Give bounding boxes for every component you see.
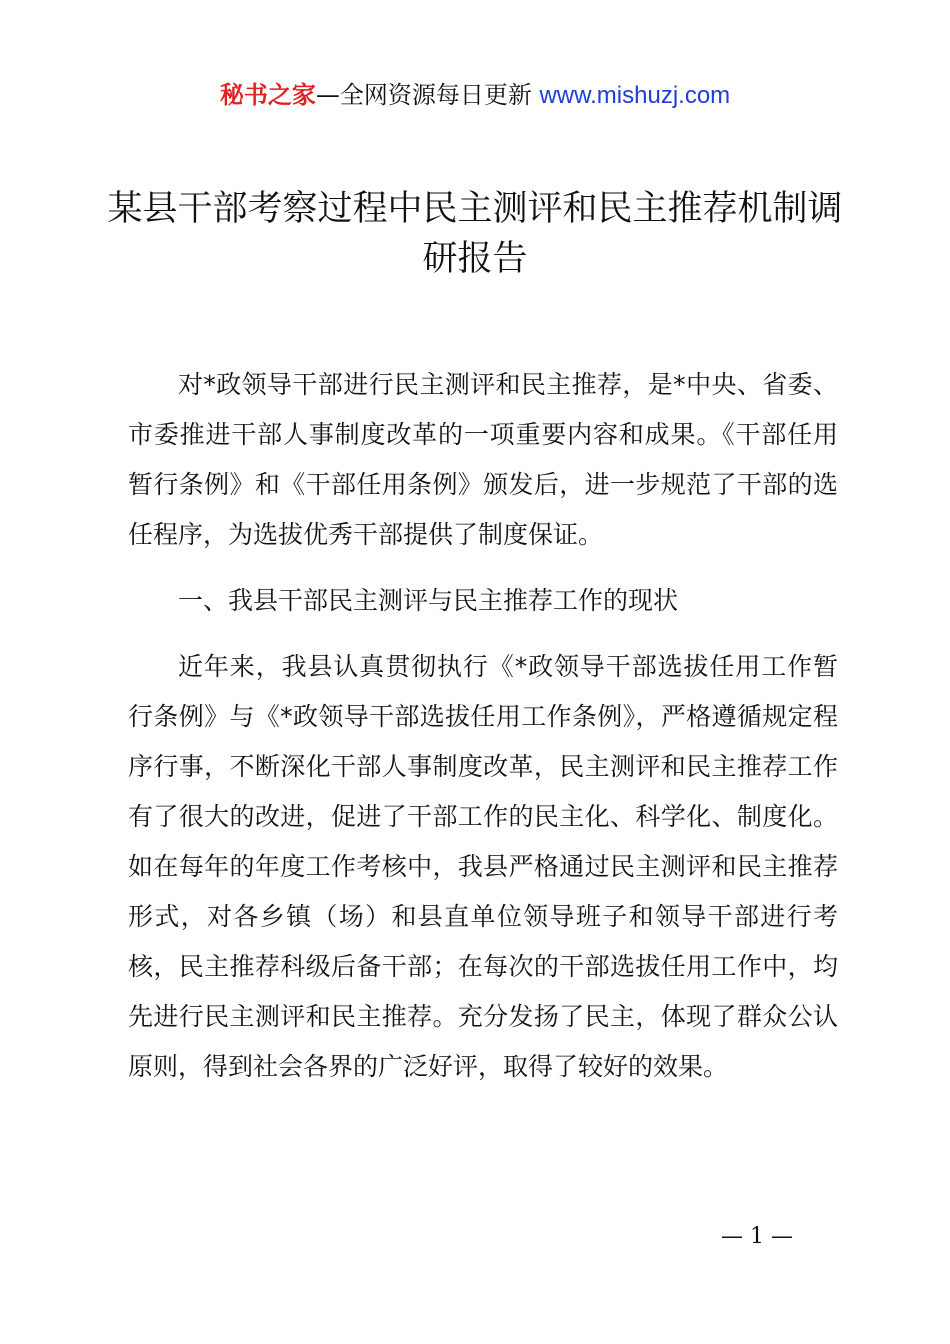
paragraph-status: 近年来，我县认真贯彻执行《*政领导干部选拔任用工作暂行条例》与《*政领导干部选拔任用工作条例》，严格遵循规定程序行事，不断深化干部人事制度改革，民主测评和民主推荐工作有了很大的改进，促进了干部工作的民主化、科学化、制度化。如在每年的年度工作考核中，我县严格通过民主测评和民主推荐形式，对各乡镇（场）和县直单位领导班子和领导干部进行考核，民主推荐科级后备干部；在每次的干部选拔任用工作中，均先进行民主测评和民主推荐。充分发扬了民主，体现了群众公认原则，得到社会各界的广泛好评，取得了较好的效果。 xyxy=(128,652,838,1081)
document-body xyxy=(128,360,838,1108)
brand-name: 秘书之家 xyxy=(219,81,316,109)
page-number: — 1 — xyxy=(721,1224,793,1249)
section-heading: 一、我县干部民主测评与民主推荐工作的现状 xyxy=(178,586,679,615)
document-title: 某县干部考察过程中民主测评和民主推荐机制调研报告 xyxy=(107,189,843,279)
paragraph-intro: 对*政领导干部进行民主测评和民主推荐，是*中央、省委、市委推进干部人事制度改革的一项重要内容和成果。《干部任用暂行条例》和《干部任用条例》颁发后，进一步规范了干部的选任程序，为选拔优秀干部提供了制度保证。 xyxy=(128,370,838,549)
header-tagline: —全网资源每日更新 xyxy=(315,81,540,109)
site-header xyxy=(0,78,950,113)
site-url-link[interactable]: www.mishuzj.com xyxy=(539,82,731,109)
